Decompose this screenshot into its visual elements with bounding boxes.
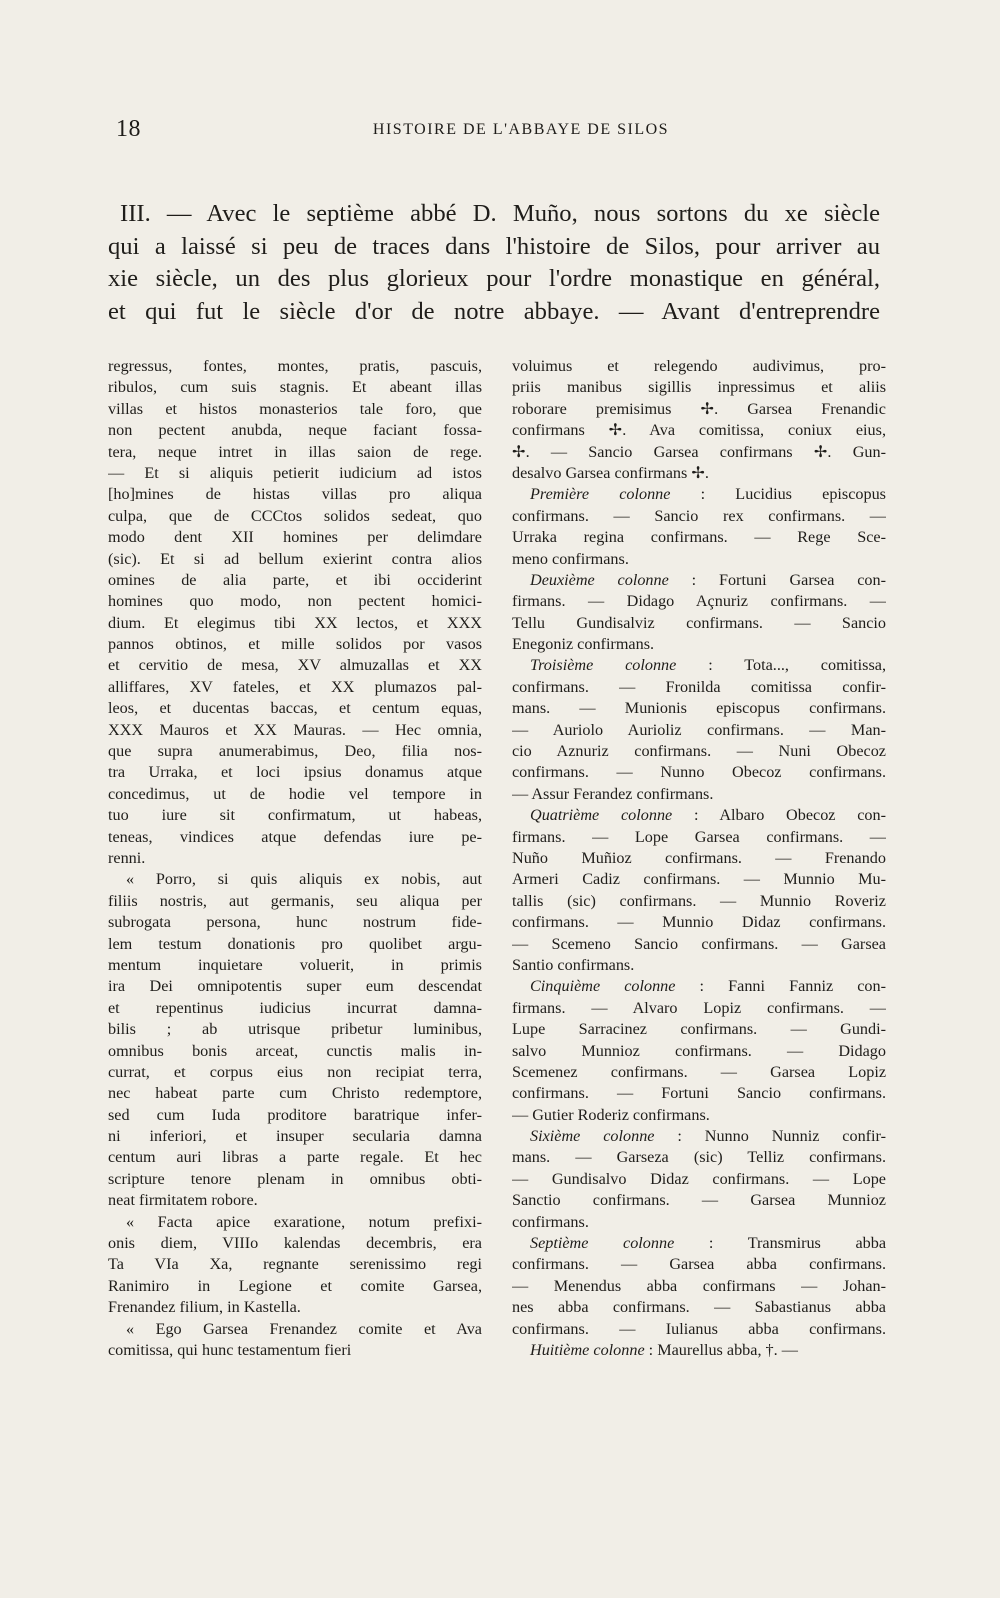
left-column-line: et repentinus iudicius incurrat damna-	[108, 998, 482, 1017]
left-column-line: tera, neque intret in illas saion de rege.	[108, 442, 482, 461]
right-column-line: Première colonne : Lucidius episcopus	[530, 485, 886, 504]
right-column-line: meno confirmans.	[512, 549, 629, 568]
right-column-line: Nuño Muñioz confirmans. — Frenando	[512, 848, 886, 867]
running-title: HISTOIRE DE L'ABBAYE DE SILOS	[372, 121, 670, 138]
right-column-line: nes abba confirmans. — Sabastianus abba	[512, 1298, 886, 1317]
right-column-line: desalvo Garsea confirmans ✢.	[512, 463, 709, 482]
left-column-line: scripture tenore plenam in omnibus obti-	[108, 1169, 482, 1188]
intro-line: III. — Avec le septième abbé D. Muño, nous sortons du xe siècle	[120, 200, 880, 227]
left-column-line: subrogata persona, hunc nostrum fide-	[108, 913, 482, 932]
page-header	[116, 116, 886, 146]
page-number: 18	[116, 116, 141, 142]
right-column-line: — Gundisalvo Didaz confirmans. — Lope	[512, 1169, 886, 1188]
right-column	[512, 356, 886, 1361]
left-column-line: centum auri libras a parte regale. Et hec	[108, 1148, 482, 1167]
left-column-line: culpa, que de CCCtos solidos sedeat, quo	[108, 506, 482, 525]
right-column-line: — Assur Ferandez confirmans.	[512, 784, 714, 803]
left-column-line: pannos obtinos, et mille solidos por vasos	[108, 635, 482, 654]
right-column-line: Cinquième colonne : Fanni Fanniz con-	[530, 977, 886, 996]
left-column-line: Ta VIa Xa, regnante serenissimo regi	[108, 1255, 482, 1274]
left-column-line: comitissa, qui hunc testamentum fieri	[108, 1340, 352, 1359]
left-column-line: regressus, fontes, montes, pratis, pascuis,	[108, 357, 482, 375]
left-column-line: « Porro, si quis aliquis ex nobis, aut	[126, 870, 482, 889]
right-column-line: confirmans. — Garsea abba confirmans.	[512, 1255, 886, 1274]
left-column-line: (sic). Et si ad bellum exierint contra alios	[108, 549, 482, 568]
right-column-line: — Scemeno Sancio confirmans. — Garsea	[512, 934, 886, 953]
left-column-line: teneas, vindices atque defendas iure pe-	[108, 827, 482, 846]
intro-line: qui a laissé si peu de traces dans l'histoire de Silos, pour arriver au	[108, 232, 880, 260]
right-column-line: Huitième colonne : Maurellus abba, †. —	[530, 1340, 798, 1359]
right-column-line: confirmans. — Munnio Didaz confirmans.	[512, 913, 886, 932]
left-column-line: neat firmitatem robore.	[108, 1191, 258, 1210]
intro-line: xie siècle, un des plus glorieux pour l'ordre monastique en général,	[108, 265, 880, 292]
right-column-line: Enegoniz confirmans.	[512, 635, 655, 654]
right-column-line: confirmans ✢. Ava comitissa, coniux eius,	[512, 421, 886, 440]
right-column-line: — Auriolo Aurioliz confirmans. — Man-	[512, 720, 886, 739]
left-column-line: tra Urraka, et loci ipsius donamus atque	[108, 763, 482, 782]
right-column-line: voluimus et relegendo audivimus, pro-	[512, 357, 886, 375]
right-column-line: Armeri Cadiz confirmans. — Munnio Mu-	[512, 870, 886, 889]
left-column-line: ribulos, cum suis stagnis. Et abeant illas	[108, 378, 482, 397]
right-column-line: salvo Munnioz confirmans. — Didago	[512, 1041, 886, 1060]
left-column-line: alliffares, XV fateles, et XX plumazos pal-	[108, 677, 482, 696]
left-column	[108, 356, 482, 1361]
right-column-line: ✢. — Sancio Garsea confirmans ✢. Gun-	[512, 442, 886, 461]
right-column-line: roborare premisimus ✢. Garsea Frenandic	[512, 399, 886, 418]
right-column-line: cio Aznuriz confirmans. — Nuni Obecoz	[512, 742, 886, 761]
left-column-line: ira Dei omnipotentis super eum descendat	[108, 977, 482, 996]
left-column-line: ni inferiori, et insuper secularia damna	[108, 1127, 482, 1146]
right-column-line: confirmans. — Fortuni Sancio confirmans.	[512, 1084, 886, 1103]
left-column-line: et cervitio de mesa, XV almuzallas et XX	[108, 656, 482, 675]
left-column-line: tuo iure sit confirmatum, ut habeas,	[108, 806, 482, 825]
right-column-line: confirmans. — Fronilda comitissa confir-	[512, 677, 886, 696]
left-column-line: currat, et corpus eius non recipiat terra,	[108, 1062, 482, 1081]
left-column-line: Ranimiro in Legione et comite Garsea,	[108, 1276, 482, 1295]
left-column-line: sed cum Iuda proditore baratrique infer-	[108, 1105, 482, 1124]
left-column-line: « Facta apice exaratione, notum prefixi-	[126, 1212, 482, 1231]
right-column-line: confirmans. — Nunno Obecoz confirmans.	[512, 763, 886, 782]
left-column-line: modo dent XII homines per delimdare	[108, 528, 482, 547]
left-column-line: onis diem, VIIIo kalendas decembris, era	[108, 1234, 482, 1253]
right-column-line: firmans. — Lope Garsea confirmans. —	[512, 827, 886, 846]
right-column-line: Urraka regina confirmans. — Rege Sce-	[512, 528, 886, 547]
left-column-line: XXX Mauros et XX Mauras. — Hec omnia,	[108, 720, 482, 739]
right-column-line: mans. — Garseza (sic) Telliz confirmans.	[512, 1148, 886, 1167]
left-column-line: non pectent anubda, neque faciant fossa-	[108, 421, 482, 440]
right-column-line: Scemenez confirmans. — Garsea Lopiz	[512, 1062, 886, 1081]
left-column-line: Frenandez filium, in Kastella.	[108, 1298, 301, 1317]
left-column-line: villas et histos monasterios tale foro, que	[108, 399, 482, 418]
right-column-line: mans. — Munionis episcopus confirmans.	[512, 699, 886, 718]
left-column-line: que supra anumerabimus, Deo, filia nos-	[108, 742, 482, 761]
intro-line: et qui fut le siècle d'or de notre abbaye. — Avant d'entreprendre	[108, 297, 880, 325]
right-column-line: Deuxième colonne : Fortuni Garsea con-	[530, 570, 886, 589]
left-column-line: « Ego Garsea Frenandez comite et Ava	[126, 1319, 482, 1338]
left-column-line: lem testum donationis pro quolibet argu-	[108, 934, 482, 953]
left-column-line: renni.	[108, 848, 146, 867]
left-column-line: homines quo modo, non pectent homici-	[108, 592, 482, 611]
right-column-line: — Menendus abba confirmans — Johan-	[512, 1276, 886, 1295]
left-column-line: omines de alia parte, et ibi occiderint	[108, 570, 482, 589]
right-column-line: firmans. — Alvaro Lopiz confirmans. —	[512, 998, 886, 1017]
left-column-line: bilis ; ab utrisque pribetur luminibus,	[108, 1020, 482, 1039]
left-column-line: omnibus bonis arceat, cunctis malis in-	[108, 1041, 482, 1060]
right-column-line: confirmans. — Iulianus abba confirmans.	[512, 1319, 886, 1338]
intro-paragraph	[108, 198, 880, 328]
left-column-line: — Et si aliquis petierit iudicium ad istos	[108, 463, 482, 482]
left-column-line: filiis nostris, aut germanis, seu aliqua per	[108, 891, 482, 910]
left-column-line: concedimus, ut de hodie vel tempore in	[108, 784, 482, 803]
right-column-line: Santio confirmans.	[512, 955, 635, 974]
right-column-line: Tellu Gundisalviz confirmans. — Sancio	[512, 613, 886, 632]
right-column-line: priis manibus sigillis inpressimus et aliis	[512, 378, 886, 397]
left-column-line: leos, et ducentas baccas, et centum equas,	[108, 699, 482, 718]
right-column-line: Quatrième colonne : Albaro Obecoz con-	[530, 806, 886, 825]
right-column-line: confirmans. — Sancio rex confirmans. —	[512, 506, 886, 525]
right-column-line: firmans. — Didago Açnuriz confirmans. —	[512, 592, 886, 611]
right-column-line: Septième colonne : Transmirus abba	[530, 1234, 886, 1253]
left-column-line: nec habeat parte cum Christo redemptore,	[108, 1084, 482, 1103]
left-column-line: mentum inquietare voluerit, in primis	[108, 955, 482, 974]
right-column-line: — Gutier Roderiz confirmans.	[512, 1105, 710, 1124]
right-column-line: Sixième colonne : Nunno Nunniz confir-	[530, 1127, 886, 1146]
right-column-line: confirmans.	[512, 1212, 589, 1231]
right-column-line: tallis (sic) confirmans. — Munnio Roveriz	[512, 891, 886, 910]
right-column-line: Lupe Sarracinez confirmans. — Gundi-	[512, 1020, 886, 1039]
right-column-line: Sanctio confirmans. — Garsea Munnioz	[512, 1191, 886, 1210]
left-column-line: dium. Et elegimus tibi XX lectos, et XXX	[108, 613, 482, 632]
right-column-line: Troisième colonne : Tota..., comitissa,	[530, 656, 886, 675]
left-column-line: [ho]mines de histas villas pro aliqua	[108, 485, 482, 504]
